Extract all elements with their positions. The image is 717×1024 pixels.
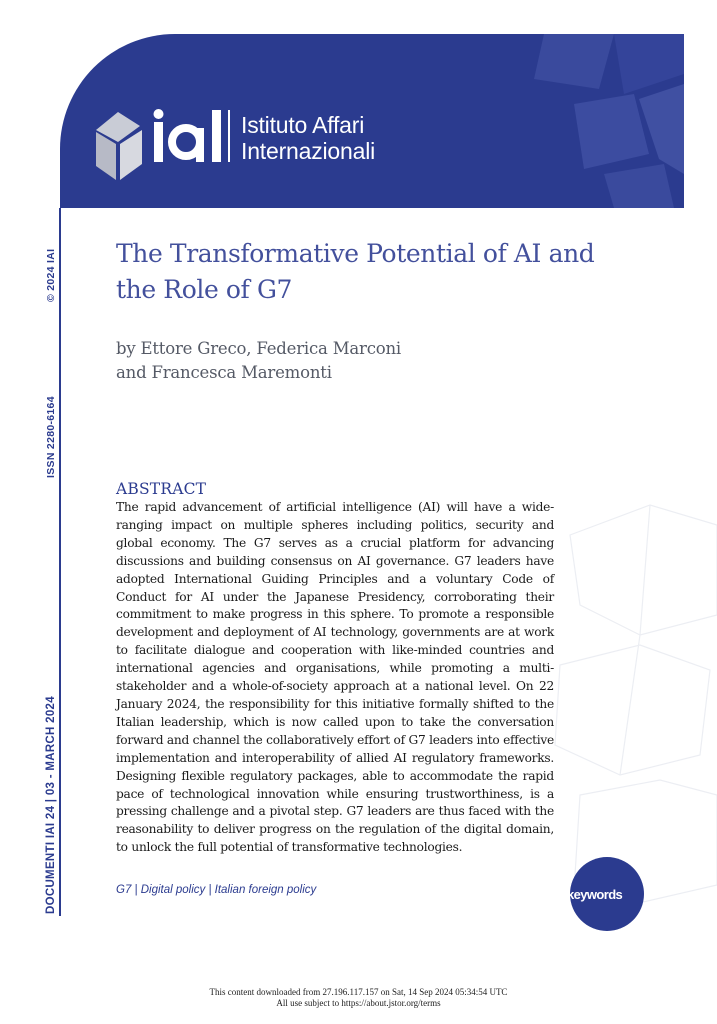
abstract-heading: ABSTRACT — [116, 480, 207, 498]
sidebar-copyright: © 2024 IAI — [45, 248, 57, 302]
logo-text-line1: Istituto Affari — [241, 112, 365, 138]
keywords-list: G7 | Digital policy | Italian foreign policy — [116, 884, 317, 896]
authors-line1: by Ettore Greco, Federica Marconi — [116, 339, 401, 358]
sidebar-issn: ISSN 2280-6164 — [45, 396, 57, 478]
document-authors — [116, 337, 556, 385]
footer-download-notice: This content downloaded from 27.196.117.157 on Sat, 14 Sep 2024 05:34:54 UTC — [209, 987, 508, 997]
authors-line2: and Francesca Maremonti — [116, 363, 332, 382]
left-vertical-rule — [59, 208, 61, 916]
keywords-badge-label: keywords — [567, 887, 623, 902]
header-cube-pattern — [464, 34, 684, 208]
footer-terms-notice: All use subject to https://about.jstor.org/terms — [276, 998, 441, 1008]
sidebar-series: DOCUMENTI IAI 24 | 03 - MARCH 2024 — [45, 696, 57, 914]
document-title: The Transformative Potential of AI and the Role of G7 — [116, 239, 595, 304]
background-line-pattern — [540, 495, 717, 915]
logo-text-line2: Internazionali — [241, 138, 376, 164]
abstract-body: The rapid advancement of artificial intelligence (AI) will have a wide-ranging impact on multiple spheres including politics, security and global economy. The G7 serves as a crucial platform for advancing discussions and building consensus on AI governance. G7 leaders have adopted International Guiding Principles and a voluntary Code of Conduct for AI under the Japanese Presidency, corroborating their commitment to make progress in this sphere. To promote a responsible development and deployment of AI technology, governments are at work to facilitate dialogue and cooperation with like-minded countries and international agencies and organisations, while promoting a multi-stakeholder and a whole-of-society approach at a national level. On 22 January 2024, the responsibility for this initiative formally shifted to the Italian leadership, which is now called upon to take the conversation forward and channel the collaboratively effort of G7 leaders into effective implementation and interoperability of allied AI regulatory frameworks. Designing flexible regulatory packages, able to accommodate the rapid pace of technological innovation while ensuring trustworthiness, is a pressing challenge and a pivotal step. G7 leaders are thus faced with the reasonability to deliver progress on the regulation of the digital domain, to unlock the full potential of transformative technologies. — [116, 500, 555, 855]
